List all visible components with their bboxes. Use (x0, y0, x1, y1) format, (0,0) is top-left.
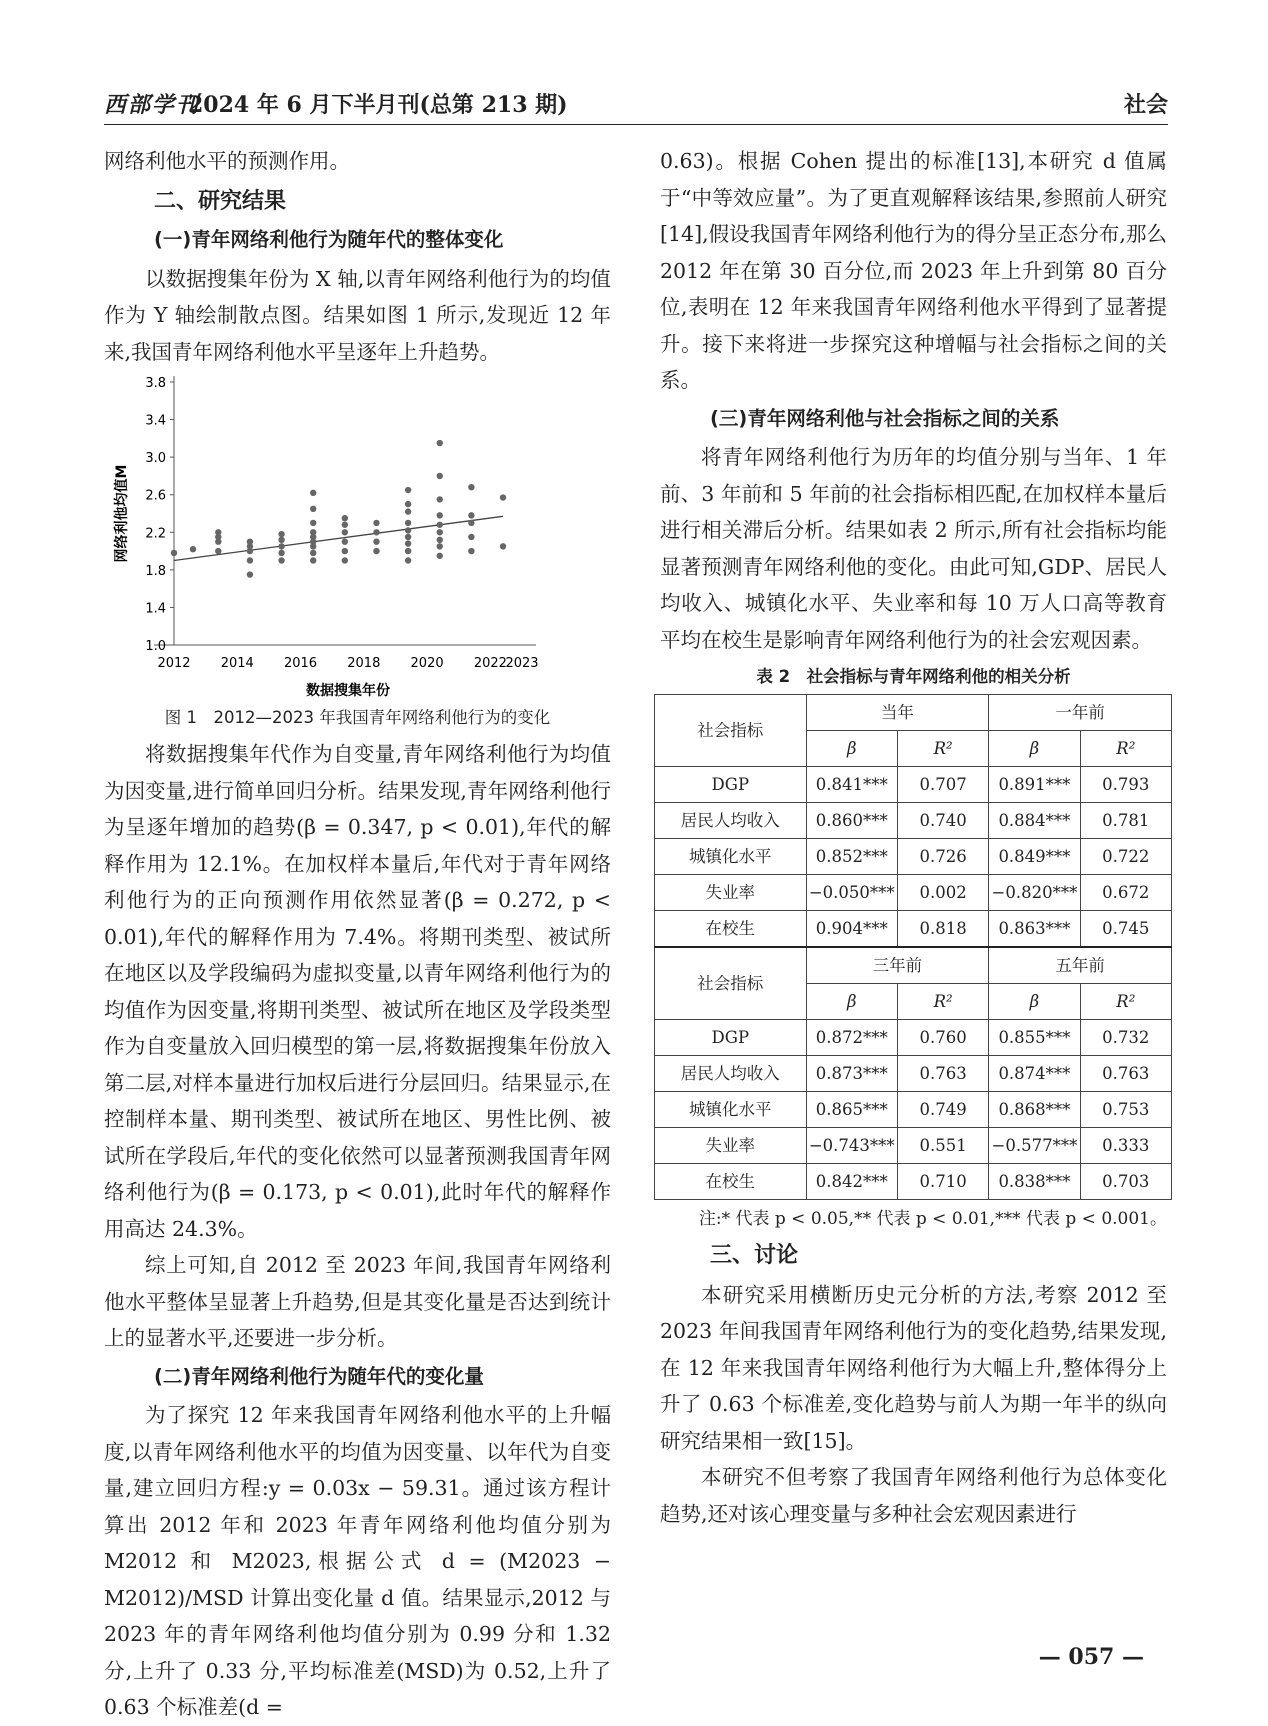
table-note: 注:* 代表 p < 0.05,** 代表 p < 0.01,*** 代表 p < 0.001。 (698, 1209, 1167, 1229)
table-cell: −0.577*** (989, 1128, 1080, 1164)
x-tick-label: 2023 (505, 656, 539, 671)
table-cell: 0.838*** (989, 1164, 1080, 1200)
table-cell: 0.722 (1080, 839, 1171, 875)
table-cell: 0.818 (897, 911, 988, 948)
table-cell: 0.740 (897, 803, 988, 839)
data-point (215, 529, 221, 535)
x-tick-label: 2020 (410, 656, 444, 671)
data-point (310, 490, 316, 496)
page-header (104, 88, 1168, 124)
data-point (373, 548, 379, 554)
table-cell: 0.852*** (806, 839, 897, 875)
journal-logo: 西部学刊 (104, 92, 201, 118)
table-row (655, 767, 1172, 803)
table-r2-header: R² (1080, 984, 1171, 1020)
table-cell: 0.793 (1080, 767, 1171, 803)
table-cell: 0.874*** (989, 1056, 1080, 1092)
table-r2-header: R² (897, 731, 988, 767)
table-cell: −0.820*** (989, 875, 1080, 911)
data-point (310, 506, 316, 512)
table-beta-header: β (989, 984, 1080, 1020)
table-cell: 0.849*** (989, 839, 1080, 875)
data-point (342, 548, 348, 554)
data-point (171, 550, 177, 556)
table-cell: 0.873*** (806, 1056, 897, 1092)
table-cell: 0.781 (1080, 803, 1171, 839)
table-row (655, 1020, 1172, 1056)
table-title: 表 2 社会指标与青年网络利他的相关分析 (756, 667, 1071, 686)
table-row-label: 城镇化水平 (655, 1092, 807, 1128)
header-rule (104, 124, 1168, 125)
heading-results: 二、研究结果 (154, 188, 287, 214)
y-tick-label: 1.0 (145, 639, 166, 654)
y-tick-label: 3.8 (145, 376, 166, 391)
trend-line (174, 516, 503, 560)
heading-relation: (三)青年网络利他与社会指标之间的关系 (710, 406, 1060, 430)
table-cell: 0.865*** (806, 1092, 897, 1128)
heading-trend: (一)青年网络利他行为随年代的整体变化 (154, 228, 504, 251)
data-point (373, 538, 379, 544)
table-cell: 0.891*** (989, 767, 1080, 803)
journal-issue: 2024 年 6 月下半月刊(总第 213 期) (188, 92, 568, 118)
scatter-chart (104, 370, 611, 700)
data-point (405, 540, 411, 546)
table-cell: 0.860*** (806, 803, 897, 839)
table-cell: 0.710 (897, 1164, 988, 1200)
table-row-label: DGP (655, 767, 807, 803)
table-r2-header: R² (1080, 731, 1171, 767)
data-point (468, 534, 474, 540)
data-point (437, 440, 443, 446)
table-row-label: 居民人均收入 (655, 803, 807, 839)
heading-discussion: 三、讨论 (710, 1243, 799, 1268)
data-point (437, 473, 443, 479)
x-tick-label: 2022 (473, 656, 507, 671)
table-cell: 0.884*** (989, 803, 1080, 839)
table-cell: 0.842*** (806, 1164, 897, 1200)
y-tick-label: 1.8 (145, 563, 166, 579)
data-point (278, 550, 284, 556)
table-cell: 0.855*** (989, 1020, 1080, 1056)
x-tick-label: 2012 (157, 656, 191, 671)
table-cell: −0.743*** (806, 1128, 897, 1164)
table-cell: 0.868*** (989, 1092, 1080, 1128)
paragraph-continued: 0.63)。根据 Cohen 提出的标准[13],本研究 d 值属于“中等效应量”。为了更直观解释该结果,参照前人研究[14],假设我国青年网络利他行为的得分呈正态分布,那么 2012 年在第 30 百分位,而 2023 年上升到第 80 百分位,表明在 12 年来我国青年网络利他水平得到了显著提升。接下来将进一步探究这种增幅与社会指标之间的关系。 (660, 149, 1167, 392)
table-period-header: 一年前 (989, 695, 1172, 731)
table-cell: 0.726 (897, 839, 988, 875)
data-point (215, 548, 221, 554)
table-cell: 0.904*** (806, 911, 897, 948)
table-cell: 0.002 (897, 875, 988, 911)
right-column (660, 143, 1167, 1532)
table-cell: 0.745 (1080, 911, 1171, 948)
table-r2-header: R² (897, 984, 988, 1020)
data-point (247, 557, 253, 563)
table-row-label: 城镇化水平 (655, 839, 807, 875)
data-point (500, 543, 506, 549)
data-point (342, 557, 348, 563)
table-cell: 0.872*** (806, 1020, 897, 1056)
data-point (405, 487, 411, 493)
section-name: 社会 (1123, 92, 1168, 118)
table-cell: 0.760 (897, 1020, 988, 1056)
data-point (405, 534, 411, 540)
paragraph-regression: 将数据搜集年代作为自变量,青年网络利他行为均值为因变量,进行简单回归分析。结果发现,青年网络利他行为呈逐年增加的趋势(β = 0.347, p < 0.01),年代的解释作用为 12.1%。在加权样本量后,年代对于青年网络利他行为的正向预测作用依然显著(β = 0.272, p < 0.01),年代的解释作用为 7.4%。将期刊类型、被试所在地区以及学段编码为虚拟变量,以青年网络利他行为的均值作为因变量,将期刊类型、被试所在地区及学段类型作为自变量放入回归模型的第一层,将数据搜集年份放入第二层,对样本量进行加权后进行分层回归。结果显示,在控制样本量、期刊类型、被试所在地区、男性比例、被试所在学段后,年代的变化依然可以显著预测我国青年网络利他行为(β = 0.173, p < 0.01),此时年代的解释作用高达 24.3%。 (104, 742, 611, 1241)
data-point (405, 508, 411, 514)
data-point (500, 494, 506, 500)
table-row (655, 875, 1172, 911)
page-number: — 057 — (1038, 1644, 1144, 1670)
data-point (405, 520, 411, 526)
table-cell: 0.763 (897, 1056, 988, 1092)
data-point (437, 537, 443, 543)
data-point (278, 531, 284, 537)
data-point (437, 512, 443, 518)
table-beta-header: β (806, 731, 897, 767)
table-cell: 0.732 (1080, 1020, 1171, 1056)
table-cell: 0.672 (1080, 875, 1171, 911)
table-row-label: DGP (655, 1020, 807, 1056)
data-point (342, 529, 348, 535)
correlation-table (654, 694, 1172, 1200)
data-point (310, 529, 316, 535)
data-point (373, 520, 379, 526)
y-axis-title: 网络利他均值M (114, 464, 130, 563)
paragraph-discussion-2: 本研究不但考察了我国青年网络利他行为总体变化趋势,还对该心理变量与多种社会宏观因素进行 (660, 1465, 1167, 1526)
table-row (655, 839, 1172, 875)
data-point (437, 529, 443, 535)
table-row-header: 社会指标 (655, 695, 807, 767)
y-tick-label: 2.6 (145, 488, 166, 504)
paragraph-discussion-1: 本研究采用横断历史元分析的方法,考察 2012 至 2023 年间我国青年网络利他行为的变化趋势,结果发现,在 12 年来我国青年网络利他行为大幅上升,整体得分上升了 0.63 个标准差,变化趋势与前人为期一年半的纵向研究结果相一致[15]。 (660, 1282, 1167, 1453)
table-row (655, 1164, 1172, 1200)
data-point (405, 557, 411, 563)
table-row (655, 1128, 1172, 1164)
y-tick-label: 3.0 (145, 451, 166, 467)
paragraph-summary: 综上可知,自 2012 至 2023 年间,我国青年网络利他水平整体呈显著上升趋势,但是其变化量是否达到统计上的显著水平,还要进一步分析。 (104, 1253, 611, 1350)
table-cell: 0.707 (897, 767, 988, 803)
data-point (405, 501, 411, 507)
data-point (278, 557, 284, 563)
table-row (655, 1056, 1172, 1092)
table-row (655, 803, 1172, 839)
table-cell: 0.753 (1080, 1092, 1171, 1128)
intro-text: 网络利他水平的预测作用。 (104, 149, 350, 173)
data-point (405, 548, 411, 554)
data-point (468, 520, 474, 526)
data-point (310, 550, 316, 556)
paragraph-change: 为了探究 12 年来我国青年网络利他水平的上升幅度,以青年网络利他水平的均值为因变量、以年代为自变量,建立回归方程:y = 0.03x − 59.31。通过该方程计算出 2012 年和 2023 年青年网络利他均值分别为 M2012 和 M2023,根据公式 d = (M2023 − M2012)/MSD 计算出变化量 d 值。结果显示,2012 与 2023 年的青年网络利他均值分别为 0.99 分和 1.32 分,上升了 0.33 分,平均标准差(MSD)为 0.52,上升了 0.63 个标准差(d = (104, 1403, 611, 1719)
data-point (468, 512, 474, 518)
data-point (247, 571, 253, 577)
x-tick-label: 2016 (283, 656, 318, 671)
data-point (468, 484, 474, 490)
figure-caption: 图 1 2012—2023 年我国青年网络利他行为的变化 (164, 708, 551, 727)
paragraph-relation: 将青年网络利他行为历年的均值分别与当年、1 年前、3 年前和 5 年前的社会指标相匹配,在加权样本量后进行相关滞后分析。结果如表 2 所示,所有社会指标均能显著预测青年网络利他的变化。由此可知,GDP、居民人均收入、城镇化水平、失业率和每 10 万人口高等教育平均在校生是影响青年网络利他行为的社会宏观因素。 (660, 445, 1167, 652)
data-point (405, 527, 411, 533)
table-row-label: 在校生 (655, 911, 807, 948)
table-cell: 0.841*** (806, 767, 897, 803)
data-point (342, 522, 348, 528)
data-point (247, 538, 253, 544)
table-cell: 0.749 (897, 1092, 988, 1128)
table-row-label: 失业率 (655, 1128, 807, 1164)
table-cell: 0.763 (1080, 1056, 1171, 1092)
x-tick-label: 2014 (220, 656, 254, 671)
table-period-header: 当年 (806, 695, 989, 731)
data-point (310, 557, 316, 563)
paragraph-trend: 以数据搜集年份为 X 轴,以青年网络利他行为的均值作为 Y 轴绘制散点图。结果如图 1 所示,发现近 12 年来,我国青年网络利他水平呈逐年上升趋势。 (104, 266, 611, 364)
table-row-label: 居民人均收入 (655, 1056, 807, 1092)
left-column (104, 143, 611, 1726)
table-cell: 0.863*** (989, 911, 1080, 948)
data-point (468, 548, 474, 554)
data-point (310, 520, 316, 526)
y-tick-label: 2.2 (145, 526, 166, 542)
data-point (437, 522, 443, 528)
figure-1 (104, 370, 611, 700)
data-point (342, 515, 348, 521)
data-point (437, 496, 443, 502)
y-tick-label: 1.4 (145, 601, 166, 617)
x-tick-label: 2018 (347, 656, 381, 671)
table-cell: 0.703 (1080, 1164, 1171, 1200)
table-row-label: 失业率 (655, 875, 807, 911)
table-beta-header: β (989, 731, 1080, 767)
table-row-label: 在校生 (655, 1164, 807, 1200)
data-point (278, 537, 284, 543)
table-cell: −0.050*** (806, 875, 897, 911)
table-row (655, 911, 1172, 948)
table-beta-header: β (806, 984, 897, 1020)
data-point (190, 546, 196, 552)
heading-change: (二)青年网络利他行为随年代的变化量 (154, 1364, 484, 1388)
data-point (437, 553, 443, 559)
table-cell: 0.551 (897, 1128, 988, 1164)
table-row (655, 1092, 1172, 1128)
table-row-header: 社会指标 (655, 947, 807, 1020)
data-point (373, 529, 379, 535)
table-period-header: 三年前 (806, 947, 989, 984)
x-axis-title: 数据搜集年份 (306, 683, 390, 699)
table-period-header: 五年前 (989, 947, 1172, 984)
data-point (278, 543, 284, 549)
data-point (437, 543, 443, 549)
y-tick-label: 3.4 (145, 413, 166, 429)
table-cell: 0.333 (1080, 1128, 1171, 1164)
data-point (342, 538, 348, 544)
